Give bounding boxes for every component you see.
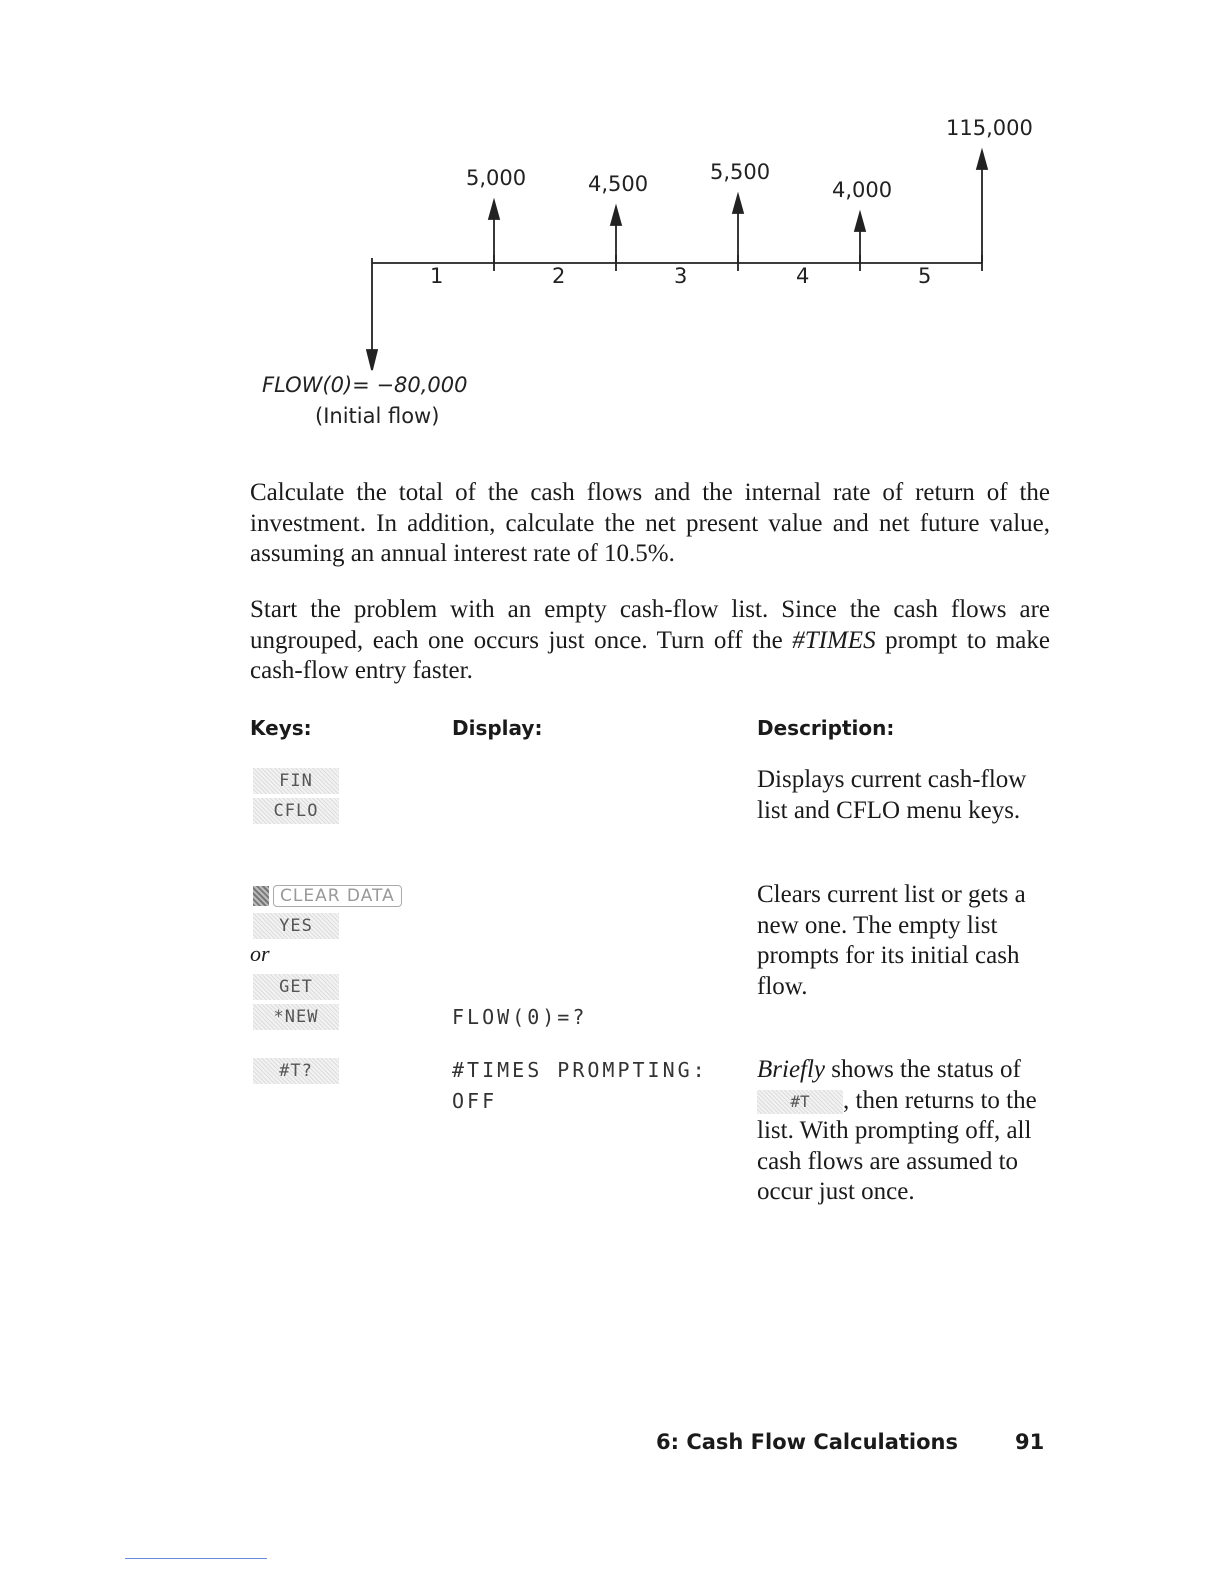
- setup-text-b: prompt to make cash-flow entry faster.: [250, 626, 1051, 684]
- inflow-amount-label: 115,000: [946, 116, 1033, 140]
- cash-inflow-arrowhead: [855, 213, 865, 231]
- yes-key[interactable]: YES: [253, 913, 339, 939]
- intro-paragraph: Calculate the total of the cash flows and the internal rate of return of the investment. In addition, calculate the net present value and net future value, assuming an annual interest rate of 10.5%.: [250, 479, 1050, 567]
- shift-key-icon: [253, 886, 269, 906]
- or-label: or: [250, 941, 270, 966]
- display-off: OFF: [452, 1089, 498, 1113]
- desc-text-a: shows the status of: [825, 1056, 1021, 1083]
- cash-inflow-arrowhead: [733, 195, 743, 213]
- period-number-label: 2: [552, 264, 566, 288]
- inflow-amount-label: 4,500: [588, 172, 649, 196]
- row1-description: Displays current cash-flow list and CFLO menu keys.: [757, 766, 1027, 824]
- setup-paragraph: [250, 595, 1050, 687]
- times-prompt-term: #TIMES: [792, 626, 876, 654]
- initial-flow-arrowhead: [367, 350, 377, 370]
- period-number-label: 1: [430, 264, 444, 288]
- inflow-amount-label: 5,000: [466, 166, 527, 190]
- inline-times-key: #T: [757, 1090, 843, 1114]
- inflow-amount-label: 5,500: [710, 160, 771, 184]
- cash-inflow-arrowhead: [489, 201, 499, 219]
- display-flow0: FLOW(0)=?: [452, 1005, 588, 1029]
- chapter-title: 6: Cash Flow Calculations: [656, 1430, 959, 1454]
- cash-inflow-arrowhead: [611, 207, 621, 225]
- times-toggle-key[interactable]: #T?: [253, 1058, 339, 1084]
- bottom-rule: [125, 1558, 267, 1559]
- new-key[interactable]: *NEW: [253, 1004, 339, 1030]
- display-header: Display:: [452, 716, 543, 740]
- description-header: Description:: [757, 716, 895, 740]
- desc-text-b: , then returns to the list. With prompting off, all cash flows are assumed to occur just once.: [757, 1086, 1037, 1205]
- get-key[interactable]: GET: [253, 974, 339, 1000]
- desc-briefly: Briefly: [757, 1056, 826, 1083]
- cash-inflow-arrowhead: [977, 151, 987, 169]
- page-number: 91: [1015, 1430, 1045, 1454]
- keys-header: Keys:: [250, 716, 312, 740]
- cash-flow-diagram: [0, 0, 1224, 440]
- initial-flow-label: FLOW(0)= −80,000: [262, 373, 468, 397]
- clear-data-key[interactable]: [253, 883, 413, 909]
- row2-description: Clears current list or gets a new one. The empty list prompts for its initial cash flow.: [757, 881, 1026, 1000]
- display-times-prompting: #TIMES PROMPTING:: [452, 1058, 708, 1082]
- row3-description: [757, 1055, 1049, 1208]
- period-number-label: 5: [918, 264, 932, 288]
- inflow-amount-label: 4,000: [832, 178, 893, 202]
- fin-key[interactable]: FIN: [253, 768, 339, 794]
- setup-text-a: Start the problem with an empty cash-flow list. Since the cash flows are ungrouped, each one occurs just once. Turn off the: [250, 596, 1050, 654]
- clear-data-label: CLEAR DATA: [273, 885, 402, 907]
- initial-flow-note: (Initial flow): [315, 404, 440, 428]
- cflo-key[interactable]: CFLO: [253, 798, 339, 824]
- period-number-label: 3: [674, 264, 688, 288]
- period-number-label: 4: [796, 264, 810, 288]
